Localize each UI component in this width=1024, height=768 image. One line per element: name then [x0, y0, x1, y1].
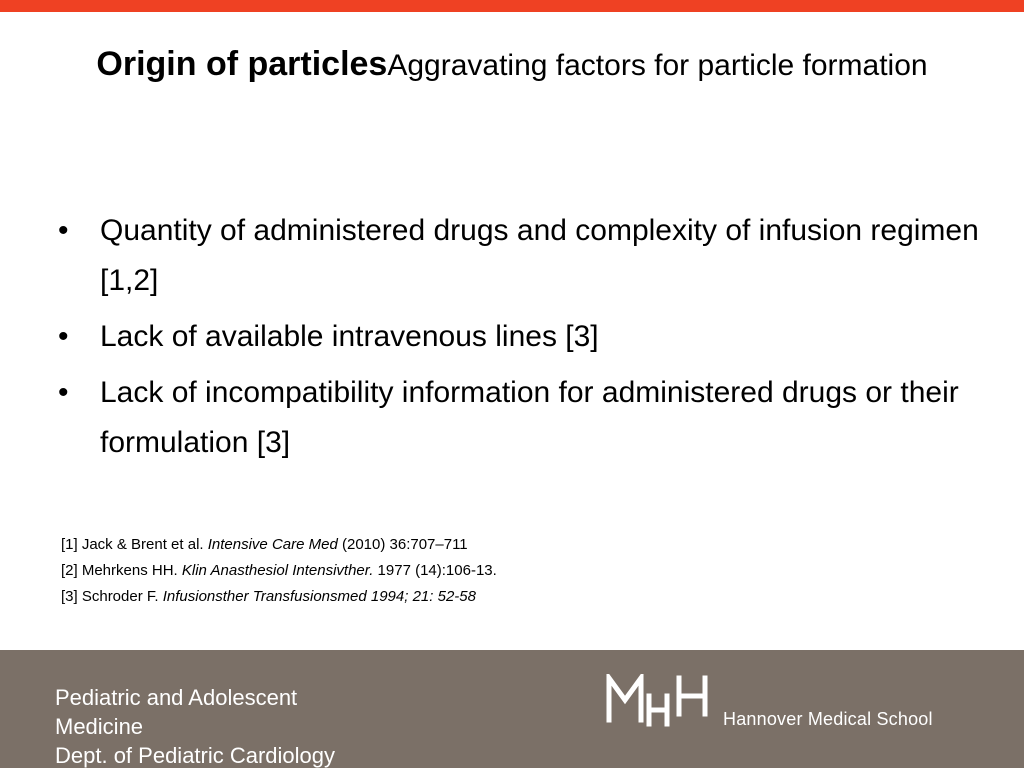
footer-band [0, 650, 1024, 768]
top-accent-bar [0, 0, 1024, 12]
bullet-text: Lack of available intravenous lines [3] [100, 320, 599, 353]
department-name: Pediatric and Adolescent Medicine Dept. of Pediatric Cardiology [55, 685, 336, 768]
bullet-item: • Lack of available intravenous lines [3] [58, 320, 599, 353]
mhh-logo [605, 674, 935, 734]
references [61, 532, 961, 610]
bullet-item: • Quantity of administered drugs and complexity of infusion regimen [1,2] [58, 214, 979, 297]
slide-title-main: Origin of particles [96, 45, 388, 83]
reference-item: [2] Mehrkens HH. Klin Anasthesiol Intensivther. 1977 (14):106-13. [61, 562, 497, 579]
reference-journal: Infusionsther Transfusionsmed 1994; 21: 52-58 [162, 588, 476, 605]
reference-journal: Klin Anasthesiol Intensivther. [181, 562, 374, 579]
mhh-logo-icon [605, 674, 715, 730]
slide-title-subtitle: Aggravating factors for particle formation [387, 49, 928, 82]
bullet-list [58, 206, 988, 474]
slide-title [70, 40, 954, 95]
reference-item: [1] Jack & Brent et al. Intensive Care Med (2010) 36:707–711 [61, 536, 468, 553]
bullet-text: Quantity of administered drugs and complexity of infusion regimen [1,2] [100, 214, 979, 297]
bullet-text: Lack of incompatibility information for administered drugs or their formulation [3] [100, 376, 959, 459]
reference-journal: Intensive Care Med [207, 536, 338, 553]
school-name: Hannover Medical School [723, 709, 933, 729]
reference-item: [3] Schroder F. Infusionsther Transfusionsmed 1994; 21: 52-58 [61, 588, 476, 605]
bullet-item: • Lack of incompatibility information for administered drugs or their formulation [3] [58, 376, 959, 459]
